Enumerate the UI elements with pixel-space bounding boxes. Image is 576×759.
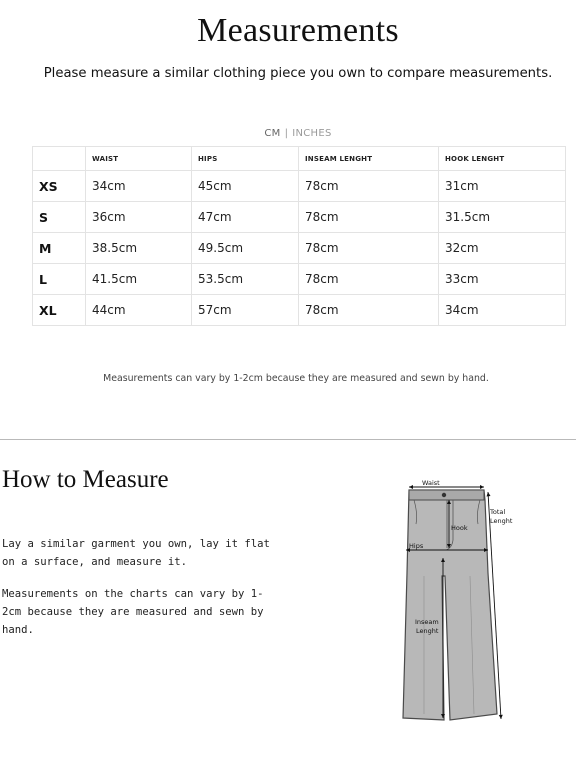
waist-cell: 38.5cm	[86, 233, 192, 264]
button-icon	[442, 493, 446, 497]
size-label: XL	[33, 295, 86, 326]
how-to-measure-heading: How to Measure	[2, 466, 169, 493]
table-row	[33, 295, 566, 326]
header-waist: WAIST	[86, 147, 192, 171]
inseam-cell: 78cm	[299, 202, 439, 233]
how-to-paragraph-1: Lay a similar garment you own, lay it flat on a surface, and measure it.	[2, 538, 270, 568]
how-to-paragraph-2: Measurements on the charts can vary by 1-2cm because they are measured and sewn by hand.	[2, 588, 264, 636]
total-length-label-line1: Total	[490, 508, 506, 516]
unit-inches-option[interactable]: INCHES	[292, 128, 332, 139]
inseam-cell: 78cm	[299, 233, 439, 264]
size-label: XS	[33, 171, 86, 202]
hook-cell: 33cm	[439, 264, 566, 295]
unit-toggle	[0, 128, 576, 139]
page-subtitle: Please measure a similar clothing piece you own to compare measurements.	[43, 66, 553, 81]
header-hook: HOOK LENGHT	[439, 147, 566, 171]
hook-cell: 31cm	[439, 171, 566, 202]
size-label: L	[33, 264, 86, 295]
page-title: Measurements	[197, 12, 399, 49]
hips-cell: 47cm	[192, 202, 299, 233]
inseam-label-line2: Lenght	[416, 627, 439, 635]
total-length-label-line2: Lenght	[490, 517, 513, 525]
pants-measurement-diagram	[400, 478, 520, 730]
hips-cell: 45cm	[192, 171, 299, 202]
size-table	[32, 146, 566, 326]
table-row	[33, 202, 566, 233]
inseam-cell: 78cm	[299, 295, 439, 326]
hook-label: Hook	[451, 524, 468, 532]
hips-cell: 57cm	[192, 295, 299, 326]
inseam-cell: 78cm	[299, 171, 439, 202]
waistband	[409, 490, 484, 500]
header-inseam: INSEAM LENGHT	[299, 147, 439, 171]
inseam-cell: 78cm	[299, 264, 439, 295]
inseam-label-line1: Inseam	[415, 618, 439, 626]
table-row	[33, 264, 566, 295]
hips-cell: 49.5cm	[192, 233, 299, 264]
measurement-note: Measurements can vary by 1-2cm because they are measured and sewn by hand.	[103, 373, 489, 384]
unit-separator: |	[284, 128, 289, 139]
hips-cell: 53.5cm	[192, 264, 299, 295]
unit-cm-option[interactable]: CM	[264, 128, 281, 139]
hook-cell: 34cm	[439, 295, 566, 326]
hips-label: Hips	[409, 542, 424, 550]
waist-cell: 41.5cm	[86, 264, 192, 295]
waist-label: Waist	[422, 479, 440, 487]
table-row	[33, 171, 566, 202]
header-hips: HIPS	[192, 147, 299, 171]
hook-cell: 32cm	[439, 233, 566, 264]
table-header-row	[33, 147, 566, 171]
header-size	[33, 147, 86, 171]
size-label: M	[33, 233, 86, 264]
size-label: S	[33, 202, 86, 233]
waist-cell: 36cm	[86, 202, 192, 233]
pants-outline	[403, 490, 497, 720]
section-divider	[0, 439, 576, 440]
table-row	[33, 233, 566, 264]
waist-cell: 34cm	[86, 171, 192, 202]
waist-cell: 44cm	[86, 295, 192, 326]
hook-cell: 31.5cm	[439, 202, 566, 233]
